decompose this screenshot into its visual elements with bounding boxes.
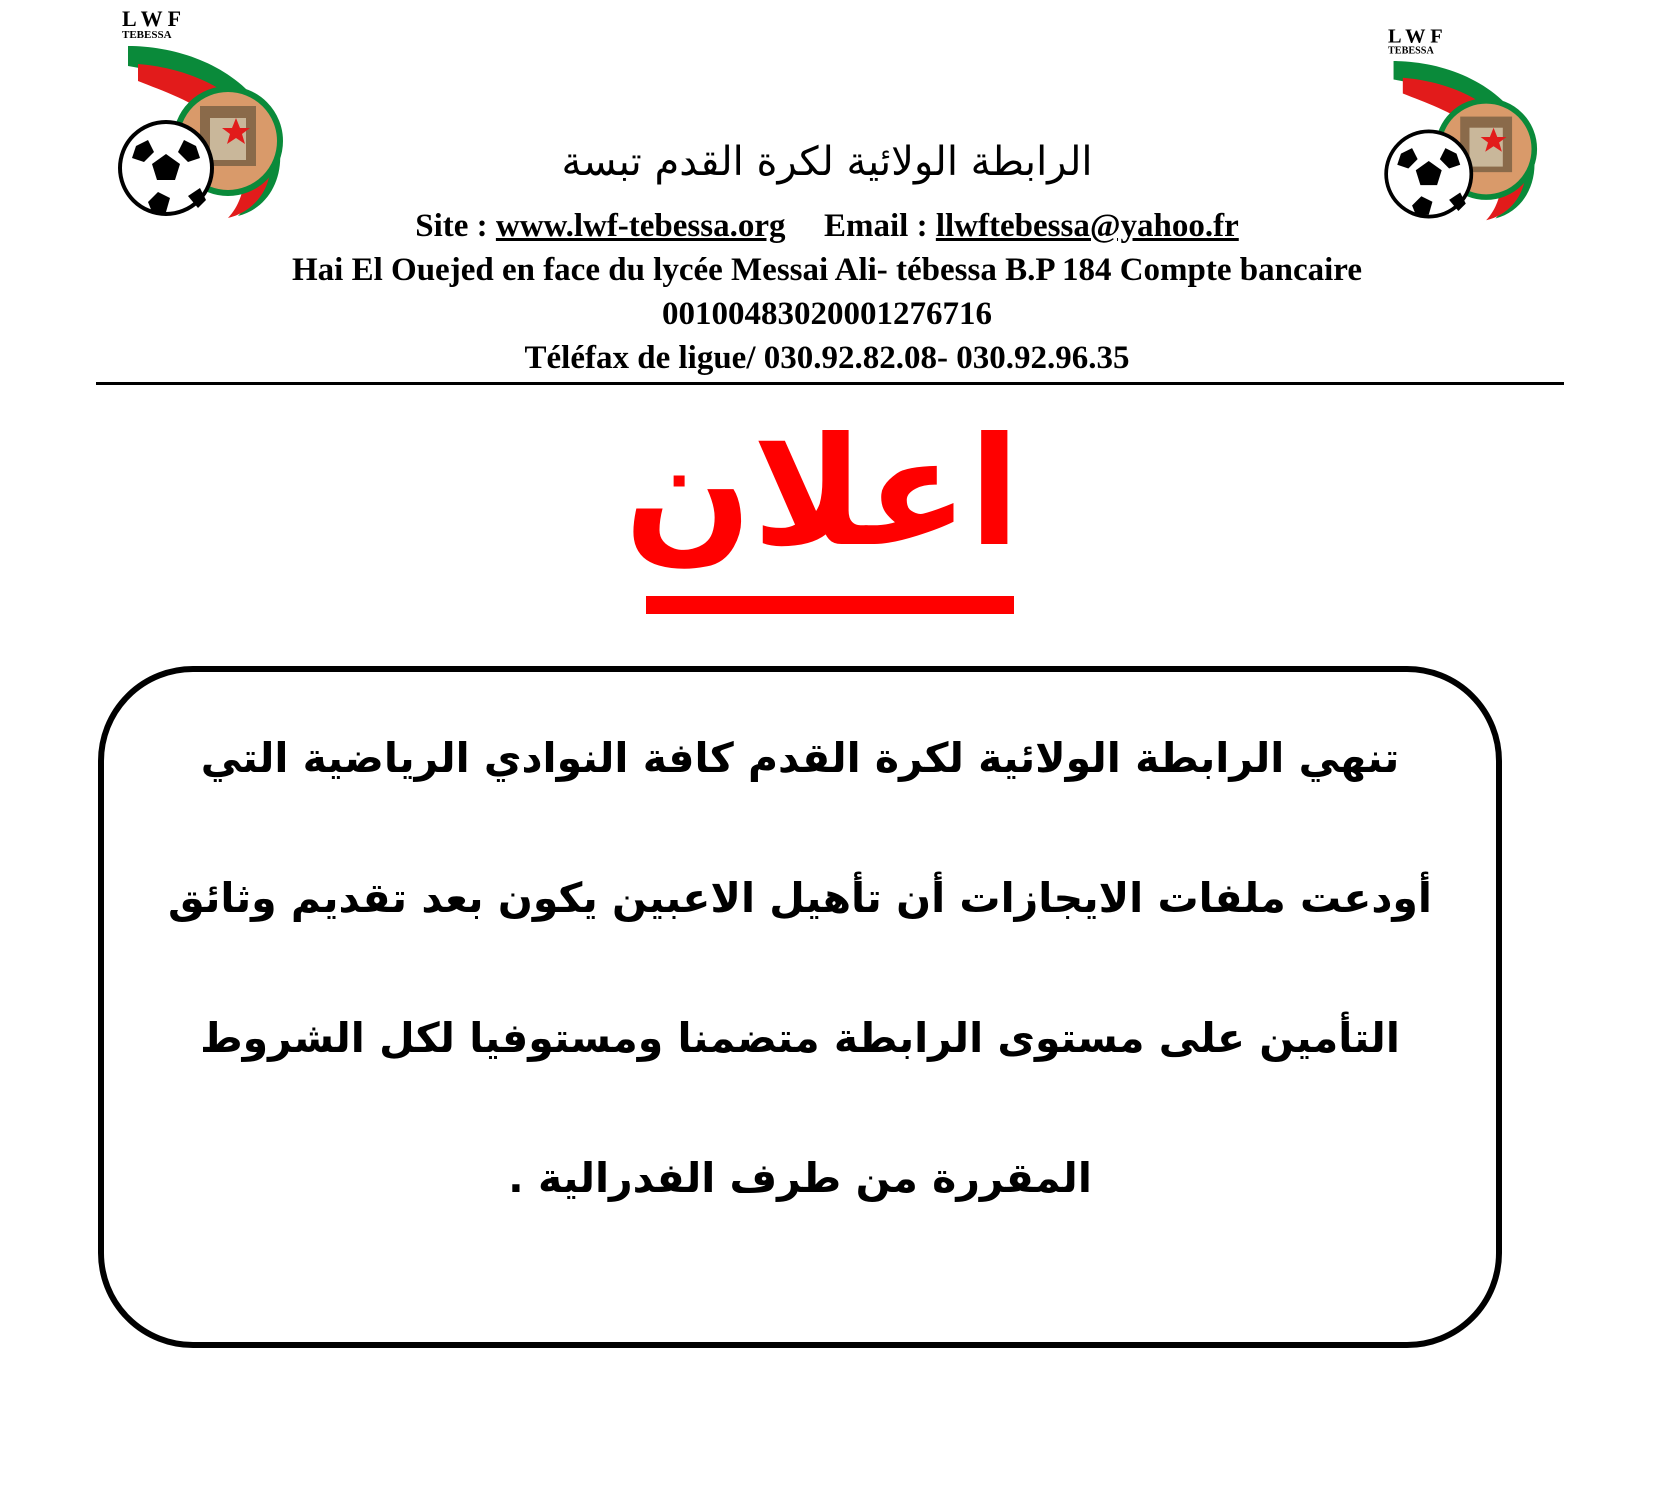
announcement-title: اعلان bbox=[624, 406, 1020, 580]
site-link[interactable]: www.lwf-tebessa.org bbox=[495, 208, 786, 244]
address-line: Hai El Ouejed en face du lycée Messai Ali- tébessa B.P 184 Compte bancaire bbox=[292, 252, 1362, 288]
league-logo-right bbox=[1378, 24, 1548, 224]
lwf-emblem-icon bbox=[118, 6, 288, 222]
email-label: Email : bbox=[824, 208, 928, 244]
logo-subtext: TEBESSA bbox=[1388, 45, 1434, 57]
announcement-box bbox=[98, 666, 1502, 1348]
logo-text: L W F bbox=[1388, 25, 1443, 48]
lwf-emblem-icon bbox=[1378, 24, 1548, 224]
league-logo-left bbox=[118, 6, 288, 222]
account-number: 00100483020001276716 bbox=[662, 296, 992, 332]
logo-subtext: TEBESSA bbox=[122, 29, 172, 41]
site-label: Site : bbox=[415, 208, 488, 244]
announcement-line: أودعت ملفات الايجازات أن تأهيل الاعبين يكون بعد تقديم وثائق bbox=[168, 874, 1432, 922]
header-divider bbox=[96, 382, 1564, 385]
announcement-title-block bbox=[624, 398, 1020, 618]
contact-block bbox=[0, 204, 1654, 380]
announcement-line: تنهي الرابطة الولائية لكرة القدم كافة النوادي الرياضية التي bbox=[200, 734, 1400, 782]
league-name-arabic: الرابطة الولائية لكرة القدم تبسة bbox=[561, 139, 1093, 185]
site-email-line bbox=[0, 204, 1654, 248]
telefax-line: Téléfax de ligue/ 030.92.82.08- 030.92.96.35 bbox=[524, 340, 1130, 376]
logo-text: L W F bbox=[122, 6, 182, 31]
title-underline bbox=[646, 596, 1014, 614]
announcement-line: المقررة من طرف الفدرالية . bbox=[508, 1154, 1092, 1202]
email-link[interactable]: llwftebessa@yahoo.fr bbox=[935, 208, 1239, 244]
announcement-line: التأمين على مستوى الرابطة متضمنا ومستوفيا لكل الشروط bbox=[200, 1014, 1400, 1062]
